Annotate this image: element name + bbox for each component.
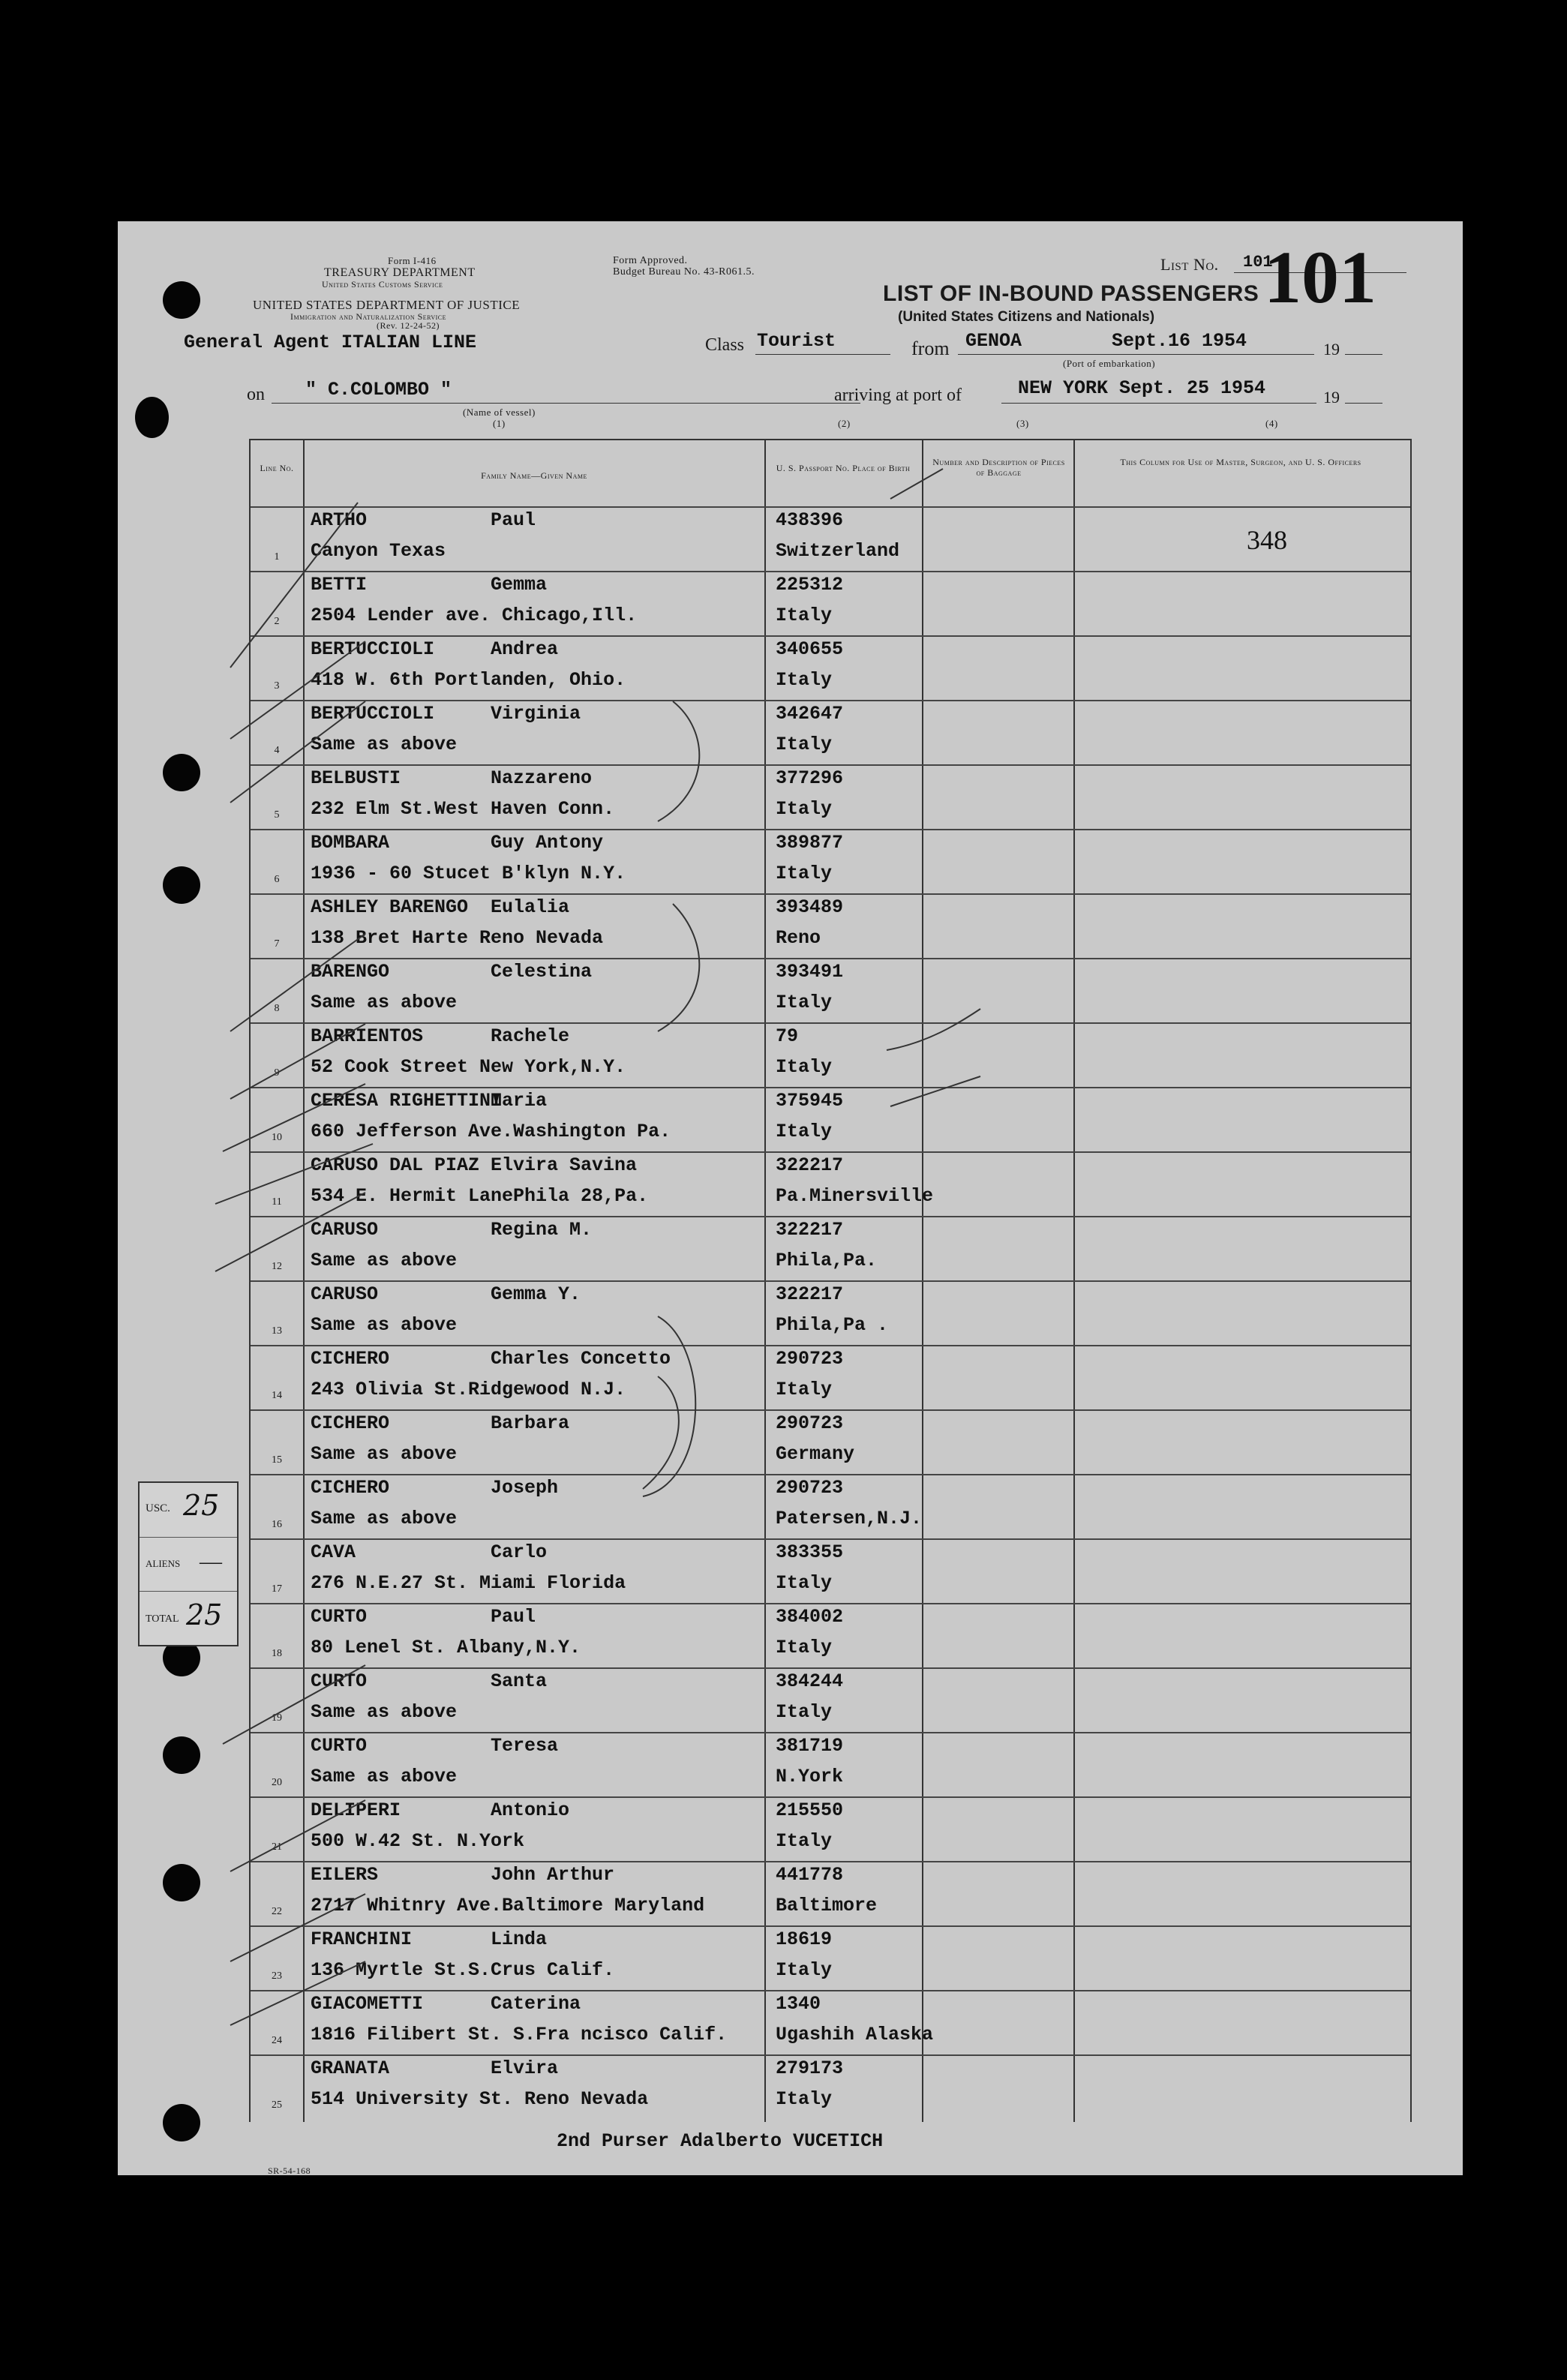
given-name: Caterina	[491, 1993, 581, 2015]
year-suffix-1: 19	[1323, 340, 1340, 359]
line-number: 9	[274, 1067, 280, 1079]
line-number: 7	[274, 938, 280, 950]
header-line-no: Line No.	[260, 463, 294, 473]
passport-number: 225312	[776, 574, 844, 596]
from-label: from	[911, 338, 950, 359]
line-number: 10	[272, 1132, 282, 1143]
year-suffix-2: 19	[1323, 388, 1340, 407]
given-name: Nazzareno	[491, 767, 593, 789]
passport-number: 377296	[776, 767, 844, 789]
stamp-total-label: TOTAL	[146, 1613, 179, 1625]
line-number: 19	[272, 1712, 282, 1724]
passport-number: 340655	[776, 638, 844, 660]
family-name: ARTHO	[311, 509, 368, 531]
given-name: Virginia	[491, 703, 581, 725]
family-name: BARRIENTOS	[311, 1025, 424, 1047]
passport-number: 279173	[776, 2057, 844, 2079]
address: 276 N.E.27 St. Miami Florida	[311, 1572, 626, 1594]
address: 80 Lenel St. Albany,N.Y.	[311, 1637, 581, 1658]
on-label: on	[247, 385, 265, 404]
address: Same as above	[311, 1250, 458, 1271]
address: Same as above	[311, 1314, 458, 1336]
passport-number: 375945	[776, 1090, 844, 1112]
col-1-caption: (1)	[493, 418, 506, 429]
place-of-birth: Switzerland	[776, 540, 900, 562]
address: 534 E. Hermit LanePhila 28,Pa.	[311, 1185, 649, 1207]
vessel-name: " C.COLOMBO "	[305, 379, 452, 401]
family-name: CARUSO	[311, 1283, 379, 1305]
passport-number: 322217	[776, 1283, 844, 1305]
arriving-label: arriving at port of	[834, 386, 962, 405]
given-name: Charles Concetto	[491, 1348, 671, 1370]
address: 2717 Whitnry Ave.Baltimore Maryland	[311, 1895, 705, 1916]
stamp-aliens-value: —	[200, 1549, 222, 1574]
place-of-birth: Italy	[776, 863, 833, 884]
given-name: Elvira Savina	[491, 1154, 638, 1176]
given-name: Santa	[491, 1670, 548, 1692]
place-of-birth: Phila,Pa.	[776, 1250, 878, 1271]
given-name: John Arthur	[491, 1864, 615, 1886]
line-number: 25	[272, 2099, 282, 2111]
passport-number: 342647	[776, 703, 844, 725]
address: Same as above	[311, 992, 458, 1013]
header-baggage: Number and Description of Pieces of Baggage	[932, 457, 1065, 478]
col-2-caption: (2)	[838, 418, 851, 429]
given-name: Barbara	[491, 1412, 570, 1434]
col-4-caption: (4)	[1265, 418, 1278, 429]
given-name: Joseph	[491, 1477, 559, 1499]
port-embark-caption: (Port of embarkation)	[1063, 358, 1156, 369]
address: 418 W. 6th Portlanden, Ohio.	[311, 669, 626, 691]
form-approved: Form Approved.	[613, 255, 688, 266]
general-agent: General Agent ITALIAN LINE	[184, 332, 477, 353]
place-of-birth: Italy	[776, 669, 833, 691]
stamp-total	[140, 1591, 237, 1645]
place-of-birth: Italy	[776, 1959, 833, 1981]
family-name: BERTUCCIOLI	[311, 703, 435, 725]
line-number: 12	[272, 1261, 282, 1272]
line-number: 16	[272, 1519, 282, 1530]
class-label: Class	[705, 335, 745, 355]
family-name: CICHERO	[311, 1348, 390, 1370]
given-name: Celestina	[491, 961, 593, 983]
given-name: Gemma	[491, 574, 548, 596]
given-name: Teresa	[491, 1735, 559, 1757]
given-name: Regina M.	[491, 1219, 593, 1241]
passport-number: 393489	[776, 896, 844, 918]
line-number: 14	[272, 1390, 282, 1401]
passport-number: 441778	[776, 1864, 844, 1886]
place-of-birth: Italy	[776, 1056, 833, 1078]
address: Canyon Texas	[311, 540, 446, 562]
place-of-birth: Italy	[776, 605, 833, 626]
given-name: Linda	[491, 1928, 548, 1950]
annotation-348: 348	[1247, 525, 1287, 555]
given-name: Carlo	[491, 1541, 548, 1563]
family-name: CARUSO DAL PIAZ	[311, 1154, 480, 1176]
passport-number: 381719	[776, 1735, 844, 1757]
count-stamp	[138, 1481, 239, 1646]
place-of-birth: Germany	[776, 1443, 855, 1465]
given-name: Elvira	[491, 2057, 559, 2079]
line-number: 3	[274, 680, 280, 692]
from-date: Sept.16 1954	[1112, 330, 1247, 352]
immigration-service: Immigration and Naturalization Service	[290, 311, 447, 322]
passport-number: 1340	[776, 1993, 821, 2015]
stamp-usc	[140, 1483, 237, 1538]
family-name: GRANATA	[311, 2057, 390, 2079]
address: Same as above	[311, 1766, 458, 1787]
place-of-birth: Reno	[776, 927, 821, 949]
passport-number: 383355	[776, 1541, 844, 1563]
list-no-label: List No.	[1160, 255, 1219, 274]
family-name: DELIPERI	[311, 1799, 401, 1821]
place-of-birth: Italy	[776, 1637, 833, 1658]
family-name: CURTO	[311, 1735, 368, 1757]
justice-dept: UNITED STATES DEPARTMENT OF JUSTICE	[253, 298, 521, 312]
treasury-dept: TREASURY DEPARTMENT	[324, 266, 476, 279]
address: 500 W.42 St. N.York	[311, 1830, 525, 1852]
form-number: Form I-416	[388, 255, 437, 266]
place-of-birth: Italy	[776, 992, 833, 1013]
line-number: 23	[272, 1970, 282, 1982]
place-of-birth: N.York	[776, 1766, 844, 1787]
place-of-birth: Italy	[776, 734, 833, 755]
given-name: Eulalia	[491, 896, 570, 918]
address: 136 Myrtle St.S.Crus Calif.	[311, 1959, 615, 1981]
page-title: LIST OF IN-BOUND PASSENGERS	[883, 281, 1259, 306]
address: 138 Bret Harte Reno Nevada	[311, 927, 604, 949]
family-name: ASHLEY BARENGO	[311, 896, 469, 918]
purser-signature: 2nd Purser Adalberto VUCETICH	[557, 2130, 884, 2152]
address: 232 Elm St.West Haven Conn.	[311, 798, 615, 820]
passport-number: 384244	[776, 1670, 844, 1692]
given-name: Paul	[491, 1606, 536, 1628]
line-number: 20	[272, 1777, 282, 1788]
arrival-port-date: NEW YORK Sept. 25 1954	[1018, 377, 1266, 399]
family-name: BERTUCCIOLI	[311, 638, 435, 660]
address: 660 Jefferson Ave.Washington Pa.	[311, 1121, 671, 1142]
given-name: Andrea	[491, 638, 559, 660]
list-no-stamped: 101	[1264, 236, 1376, 319]
form-code: SR-54-168	[268, 2165, 311, 2176]
family-name: CERESA RIGHETTINI	[311, 1090, 503, 1112]
budget-bureau: Budget Bureau No. 43-R061.5.	[613, 266, 755, 278]
line-number: 2	[274, 616, 280, 627]
address: 52 Cook Street New York,N.Y.	[311, 1056, 626, 1078]
given-name: Rachele	[491, 1025, 570, 1047]
line-number: 15	[272, 1454, 282, 1466]
family-name: GIACOMETTI	[311, 1993, 424, 2015]
passport-number: 438396	[776, 509, 844, 531]
given-name: Maria	[491, 1090, 548, 1112]
given-name: Guy Antony	[491, 832, 604, 854]
customs-service: United States Customs Service	[322, 279, 443, 290]
col-3-caption: (3)	[1016, 418, 1029, 429]
family-name: BARENGO	[311, 961, 390, 983]
place-of-birth: Italy	[776, 798, 833, 820]
place-of-birth: Italy	[776, 1572, 833, 1594]
passport-number: 384002	[776, 1606, 844, 1628]
line-number: 21	[272, 1841, 282, 1853]
line-number: 6	[274, 874, 280, 885]
family-name: CARUSO	[311, 1219, 379, 1241]
stamp-aliens	[140, 1537, 237, 1592]
family-name: CURTO	[311, 1606, 368, 1628]
header-officers: This Column for Use of Master, Surgeon, and U. S. Officers	[1120, 457, 1361, 467]
from-port: GENOA	[965, 330, 1022, 352]
place-of-birth: Italy	[776, 1121, 833, 1142]
vessel-caption: (Name of vessel)	[463, 407, 536, 418]
line-number: 24	[272, 2035, 282, 2046]
address: Same as above	[311, 734, 458, 755]
address: 1936 - 60 Stucet B'klyn N.Y.	[311, 863, 626, 884]
passport-number: 389877	[776, 832, 844, 854]
place-of-birth: Italy	[776, 1701, 833, 1723]
family-name: BOMBARA	[311, 832, 390, 854]
class-value: Tourist	[757, 330, 836, 352]
passport-number: 290723	[776, 1477, 844, 1499]
family-name: CURTO	[311, 1670, 368, 1692]
family-name: FRANCHINI	[311, 1928, 413, 1950]
address: Same as above	[311, 1508, 458, 1529]
place-of-birth: Phila,Pa .	[776, 1314, 889, 1336]
family-name: CICHERO	[311, 1477, 390, 1499]
given-name: Gemma Y.	[491, 1283, 581, 1305]
line-number: 18	[272, 1648, 282, 1659]
given-name: Antonio	[491, 1799, 570, 1821]
stamp-aliens-label: ALIENS	[146, 1558, 181, 1569]
place-of-birth: Baltimore	[776, 1895, 878, 1916]
line-number: 5	[274, 809, 280, 821]
place-of-birth: Italy	[776, 1379, 833, 1400]
family-name: EILERS	[311, 1864, 379, 1886]
address: 1816 Filibert St. S.Fra ncisco Calif.	[311, 2024, 728, 2045]
stamp-usc-label: USC.	[146, 1502, 170, 1514]
passport-number: 393491	[776, 961, 844, 983]
address: Same as above	[311, 1701, 458, 1723]
line-number: 22	[272, 1906, 282, 1917]
family-name: CICHERO	[311, 1412, 390, 1434]
place-of-birth: Italy	[776, 1830, 833, 1852]
family-name: BETTI	[311, 574, 368, 596]
list-no-typed: 101	[1243, 253, 1273, 272]
passport-number: 215550	[776, 1799, 844, 1821]
address: 2504 Lender ave. Chicago,Ill.	[311, 605, 638, 626]
family-name: CAVA	[311, 1541, 356, 1563]
passport-number: 322217	[776, 1154, 844, 1176]
header-name: Family Name—Given Name	[481, 470, 587, 481]
page-subtitle: (United States Citizens and Nationals)	[898, 309, 1155, 325]
passport-number: 18619	[776, 1928, 833, 1950]
stamp-usc-value: 25	[183, 1489, 220, 1522]
manifest-page	[118, 221, 1463, 2175]
passport-number: 290723	[776, 1348, 844, 1370]
address: 243 Olivia St.Ridgewood N.J.	[311, 1379, 626, 1400]
place-of-birth: Patersen,N.J.	[776, 1508, 923, 1529]
address: Same as above	[311, 1443, 458, 1465]
line-number: 8	[274, 1003, 280, 1014]
family-name: BELBUSTI	[311, 767, 401, 789]
place-of-birth: Pa.Minersville	[776, 1185, 934, 1207]
given-name: Paul	[491, 509, 536, 531]
line-number: 1	[274, 551, 280, 563]
line-number: 11	[272, 1196, 282, 1208]
line-number: 13	[272, 1325, 282, 1337]
revision-date: (Rev. 12-24-52)	[377, 320, 440, 331]
passport-number: 290723	[776, 1412, 844, 1434]
address: 514 University St. Reno Nevada	[311, 2088, 649, 2110]
line-number: 4	[274, 745, 280, 756]
place-of-birth: Ugashih Alaska	[776, 2024, 934, 2045]
line-number: 17	[272, 1583, 282, 1595]
header-passport: U. S. Passport No. Place of Birth	[776, 463, 911, 473]
passport-number: 79	[776, 1025, 799, 1047]
place-of-birth: Italy	[776, 2088, 833, 2110]
passport-number: 322217	[776, 1219, 844, 1241]
stamp-total-value: 25	[186, 1598, 223, 1631]
pen-strokes	[118, 221, 1463, 2175]
